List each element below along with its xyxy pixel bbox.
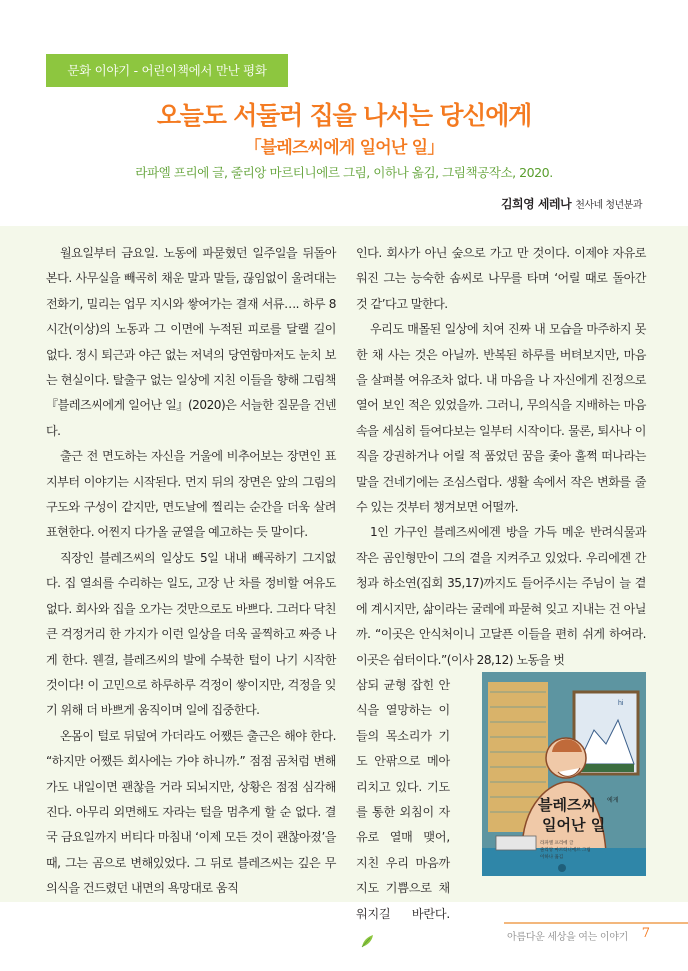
book-cover-image — [482, 672, 646, 876]
wrapped-paragraph — [356, 673, 450, 952]
cover-title-line2: 일어난 일 — [542, 816, 606, 834]
cover-title-small: 에게 — [607, 797, 619, 804]
paragraph: 월요일부터 금요일. 노동에 파묻혔던 일주일을 뒤돌아본다. 사무실을 빼곡히 채운 말과 말들, 끊임없이 울려대는 전화기, 밀리는 업무 지시와 쌓여가는 결재 서류…. 하루 8시간(이상)의 노동과 그 이면에 누적된 피로를 달랠 길이 없다. 정시 퇴근과 야근 없는 저녁의 당연함마저도 눈치 보는 현실이다. 탈출구 없는 일상에 지친 이들을 향해 그림책『블레즈씨에게 일어난 일』(2020)은 서늘한 질문을 건넨다. — [46, 246, 336, 438]
paragraph: 직장인 블레즈씨의 일상도 5일 내내 빼곡하기 그지없다. 집 열쇠를 수리하는 일도, 고장 난 차를 정비할 여유도 없다. 회사와 집을 오가는 것만으로도 바쁘다. 그러다 닥친 큰 걱정거리 한 가지가 이런 일상을 더욱 골찍하고 짜증 나게 한다. 웬걸, 블레즈씨의 발에 수북한 털이 나기 시작한 것이다! 이 고민으로 하루하루 걱정이 쌓이지만, 걱정을 잊기 위해 더 바쁘게 움직이며 일에 집중한다. — [46, 550, 336, 718]
paragraph-end: 삼되 균형 잡힌 안식을 열망하는 이들의 목소리가 기도 안팎으로 메아리치고 있다. 기도를 통한 외침이 자유로 열매 맺어, 지친 우리 마음까지도 기쁨으로 채워지길 바란다. — [356, 677, 450, 921]
paragraph: 인다. 회사가 아닌 숲으로 가고 만 것이다. 이제야 자유로워진 그는 능숙한 솜씨로 나무를 타며 ‘어릴 때로 돌아간 것 같’다고 말한다. — [356, 246, 646, 311]
paragraph: 1인 가구인 블레즈씨에겐 방을 가득 메운 반려식물과 작은 곰인형만이 그의 곁을 지켜주고 있었다. 우리에겐 간청과 하소연(집회 35,17)까지도 들어주시는 주님이 늘 곁에 계시지만, 삶이라는 굴레에 파묻혀 잊고 지내는 건 아닐까. “이곳은 안식처이니 고달픈 이들을 편히 쉬게 하여라. 이곳은 쉼터이다.”(이사 28,12) 노동을 벗 — [356, 525, 646, 667]
author-affiliation: 천사네 청년분과 — [575, 200, 642, 211]
left-column — [46, 241, 336, 902]
page-number: 7 — [641, 926, 650, 941]
byline — [501, 195, 642, 212]
cover-author-1: 라파엘 프리에 글 — [540, 841, 574, 846]
paragraph: 온몸이 털로 뒤덮여 가더라도 어쨌든 출근은 해야 한다. “하지만 어쨌든 회사에는 가야 하니까.” 점점 곰처럼 변해가도 내일이면 괜찮을 거라 되뇌지만, 상황은 점점 심각해진다. 아무리 외면해도 자라는 털을 멈추게 할 순 없다. 결국 금요일까지 버티다 마침내 ‘이제 모든 것이 괜찮아졌’을 때, 그는 곰으로 변해있었다. 그 뒤로 블레즈씨는 깊은 무의식을 건드렸던 내면의 욕망대로 움직 — [46, 728, 336, 896]
cover-title-line1: 블레즈씨 — [538, 796, 596, 814]
mirror-text: hi — [618, 700, 624, 707]
footer-rule — [504, 922, 688, 924]
book-credits: 라파엘 프리에 글, 줄리앙 마르티니에르 그림, 이하나 옮김, 그림책공작소, 2020. — [135, 165, 553, 180]
leaf-icon — [360, 932, 374, 946]
article-title: 오늘도 서둘러 집을 나서는 당신에게 — [156, 101, 532, 130]
magazine-name: 아름다운 세상을 여는 이야기 — [507, 932, 628, 943]
cover-author-2: 줄리앙 마르티니에르 그림 — [540, 848, 591, 853]
author-name: 김희영 세레나 — [500, 197, 572, 211]
paragraph: 출근 전 면도하는 자신을 거울에 비추어보는 장면인 표지부터 이야기는 시작된다. 먼지 뒤의 장면은 앞의 그림의 구도와 구성이 같지만, 면도날에 찔리는 순간을 더욱 살려 표현한다. 어찐지 다가올 균열을 예고하는 듯 말이다. — [46, 449, 336, 540]
paragraph: 우리도 매몰된 일상에 치여 진짜 내 모습을 마주하지 못한 채 사는 것은 아닐까. 반복된 하루를 버텨보지만, 마음을 살펴볼 여유조차 없다. 내 마음을 나 자신에게 진정으로 열어 보인 적은 있었을까. 그러니, 무의식을 지배하는 마음속을 세심히 들여다보는 일부터 시작이다. 물론, 퇴사나 이직을 강권하거나 어릴 적 품었던 꿈을 좇아 훌쩍 떠나라는 말을 건네기에는 조심스럽다. 생활 속에서 작은 변화를 줄 수 있는 것부터 챙겨보면 어떨까. — [356, 322, 646, 515]
book-title: 「블레즈씨에게 일어난 일」 — [244, 138, 444, 158]
cover-translator: 이하나 옮김 — [540, 855, 564, 860]
section-tag: 문화 이야기 - 어린이책에서 만난 평화 — [46, 54, 288, 87]
